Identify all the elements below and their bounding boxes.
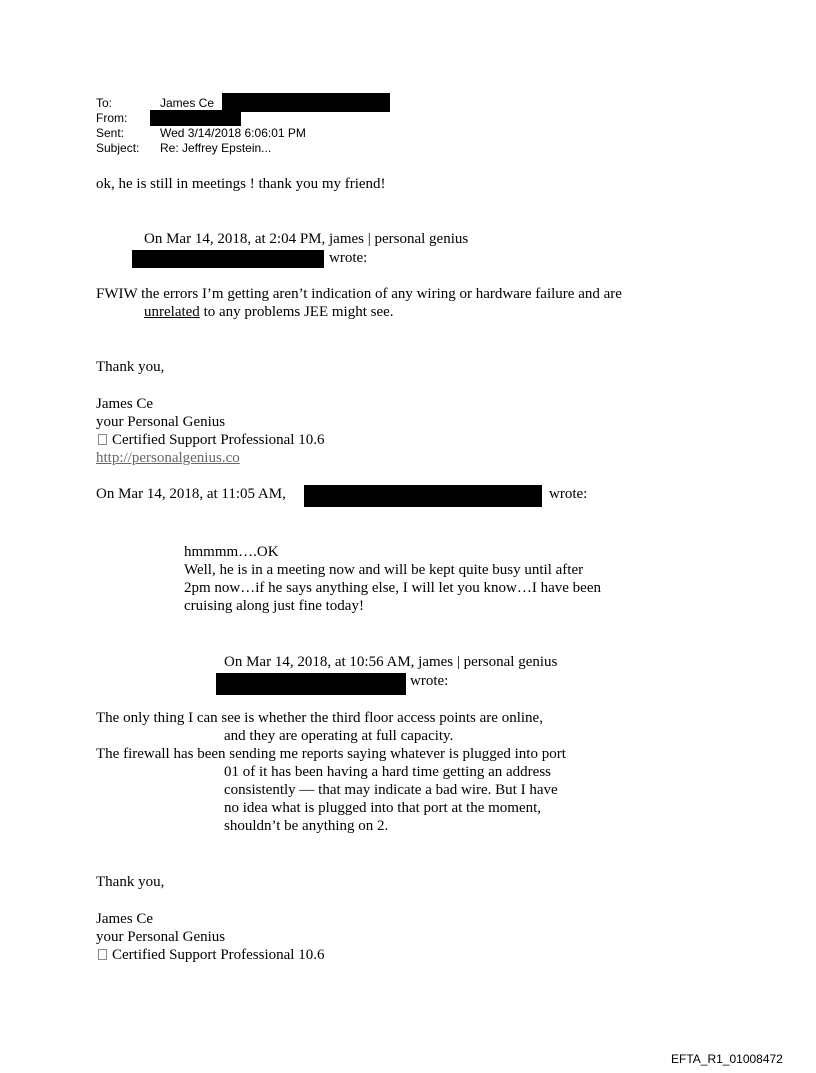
- body-line: [144, 303, 394, 321]
- body-line: 2pm now…if he says anything else, I will let you know…I have been: [184, 580, 601, 596]
- body-line: 01 of it has been having a hard time getting an address: [224, 764, 551, 780]
- body-line: cruising along just fine today!: [184, 598, 364, 614]
- body-line: The firewall has been sending me reports saying whatever is plugged into port: [96, 746, 566, 762]
- quote-wrote: wrote:: [410, 673, 449, 689]
- body-line: FWIW the errors I’m getting aren’t indication of any wiring or hardware failure and are: [96, 286, 622, 302]
- to-label: To:: [96, 96, 113, 110]
- body-line-rest: to any problems JEE might see.: [199, 304, 394, 320]
- thanks-line: Thank you,: [96, 874, 165, 890]
- quote-wrote: wrote:: [329, 250, 368, 266]
- body-line: consistently — that may indicate a bad wire. But I have: [224, 782, 558, 798]
- quote-intro: On Mar 14, 2018, at 11:05 AM,: [96, 486, 286, 502]
- subject-value: Re: Jeffrey Epstein...: [160, 141, 272, 155]
- body-line: no idea what is plugged into that port at the moment,: [224, 800, 542, 816]
- certification-text: Certified Support Professional 10.6: [112, 947, 325, 963]
- body-line: and they are operating at full capacity.: [224, 728, 454, 744]
- redaction-box: [216, 673, 406, 695]
- message-text: ok, he is still in meetings ! thank you my friend!: [96, 176, 386, 192]
- signature-certification: [98, 946, 324, 964]
- signature-certification: [98, 431, 324, 449]
- subject-label: Subject:: [96, 141, 140, 155]
- underlined-word: unrelated: [144, 304, 200, 320]
- placeholder-glyph-icon: [98, 434, 107, 445]
- signature-title: your Personal Genius: [96, 929, 226, 945]
- redaction-box: [304, 485, 542, 507]
- to-value: James Ce: [160, 96, 215, 110]
- redaction-box: [132, 250, 324, 268]
- body-line: Well, he is in a meeting now and will be kept quite busy until after: [184, 562, 584, 578]
- placeholder-glyph-icon: [98, 949, 107, 960]
- sent-value: Wed 3/14/2018 6:06:01 PM: [160, 126, 306, 140]
- thanks-line: Thank you,: [96, 359, 165, 375]
- signature-link[interactable]: http://personalgenius.co: [96, 450, 240, 466]
- redaction-box: [150, 110, 241, 126]
- signature-name: James Ce: [96, 911, 154, 927]
- sent-label: Sent:: [96, 126, 125, 140]
- quote-intro: On Mar 14, 2018, at 2:04 PM, james | personal genius: [144, 231, 469, 247]
- from-label: From:: [96, 111, 128, 125]
- body-line: The only thing I can see is whether the third floor access points are online,: [96, 710, 543, 726]
- body-line: hmmmm….OK: [184, 544, 279, 560]
- document-id: EFTA_R1_01008472: [671, 1052, 783, 1066]
- quote-wrote: wrote:: [549, 486, 588, 502]
- signature-title: your Personal Genius: [96, 414, 226, 430]
- body-line: shouldn’t be anything on 2.: [224, 818, 389, 834]
- certification-text: Certified Support Professional 10.6: [112, 432, 325, 448]
- quote-intro: On Mar 14, 2018, at 10:56 AM, james | personal genius: [224, 654, 558, 670]
- signature-name: James Ce: [96, 396, 154, 412]
- redaction-box: [222, 93, 390, 112]
